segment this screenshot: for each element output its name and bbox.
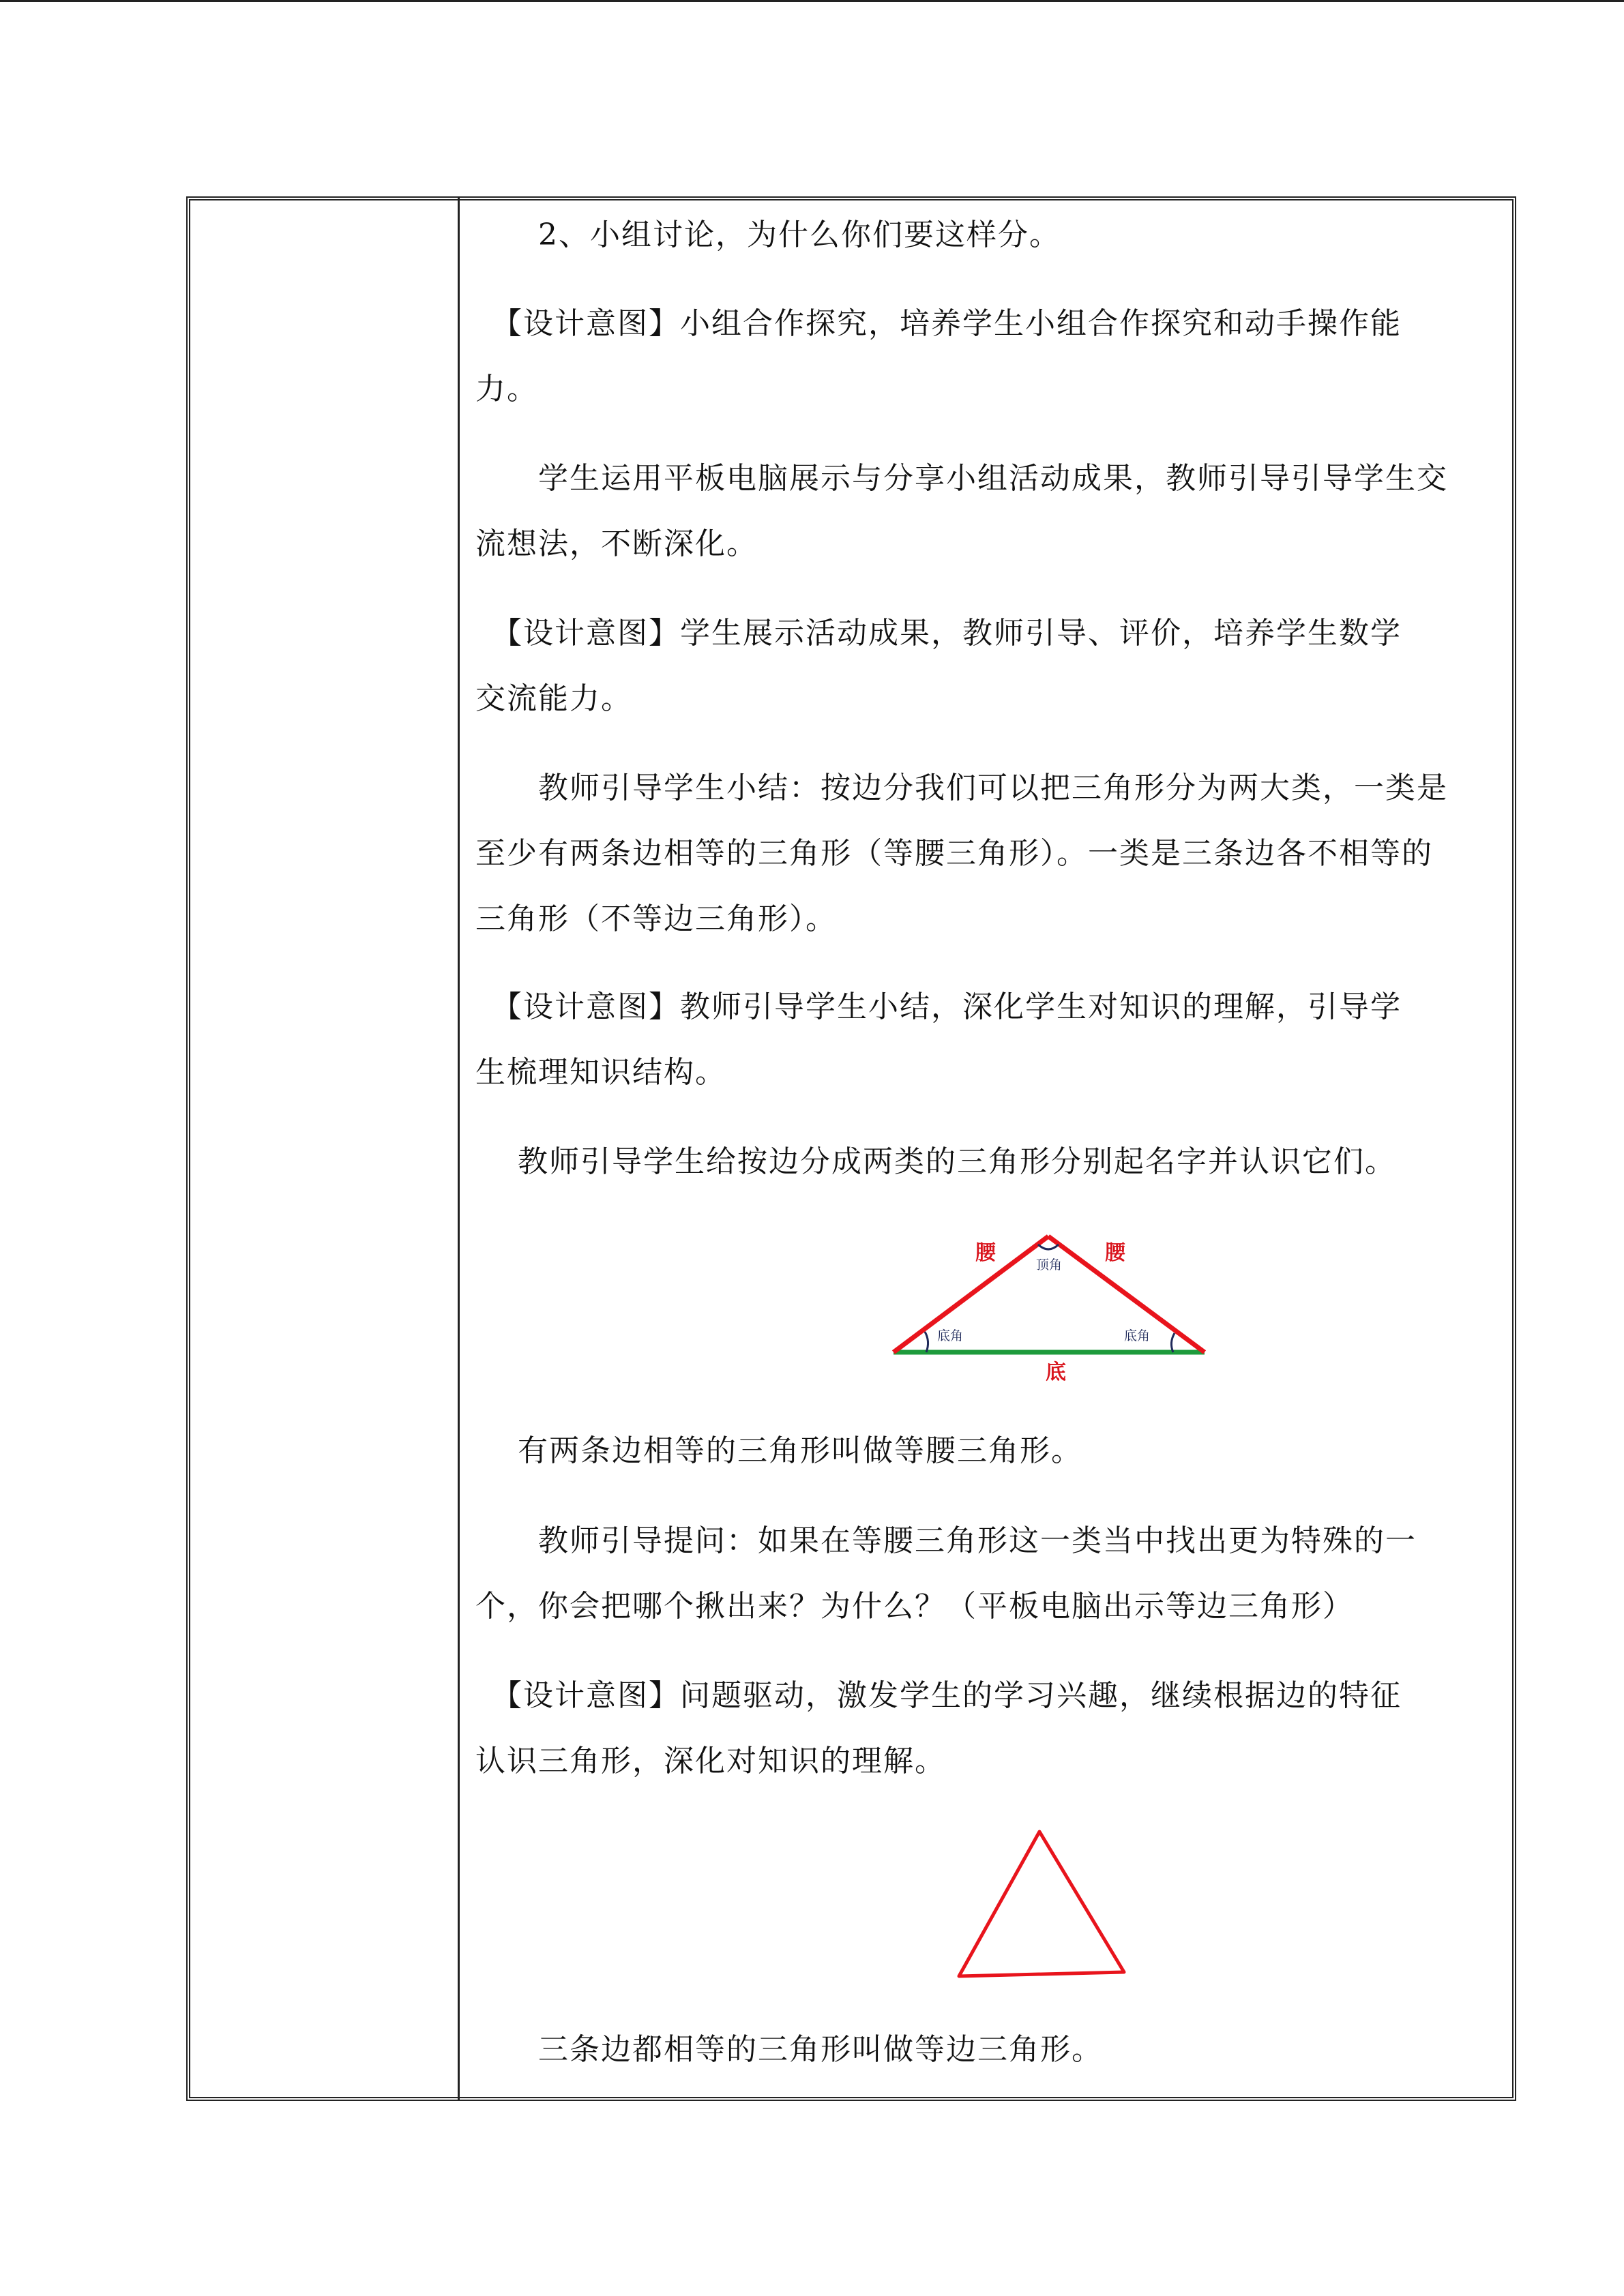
text-line: 认识三角形，深化对知识的理解。 [475,1744,946,1778]
text-line: 【设计意图】小组合作探究，培养学生小组合作探究和动手操作能 [475,306,1402,341]
text-line: 生梳理知识结构。 [475,1055,726,1090]
paragraph-student-share [475,446,1505,577]
paragraph-discussion [475,203,1505,268]
text-line: 有两条边相等的三角形叫做等腰三角形。 [475,1433,1082,1468]
apex-angle-arc [1038,1244,1059,1249]
text-line: 学生运用平板电脑展示与分享小组活动成果，教师引导引导学生交 [475,461,1448,496]
isosceles-triangle-figure [880,1224,1221,1395]
table-column-divider [458,196,460,2101]
paragraph-naming [475,1129,1505,1195]
text-line: 教师引导学生小结：按边分我们可以把三角形分为两大类，一类是 [475,771,1448,805]
text-line: 教师引导学生给按边分成两类的三角形分别起名字并认识它们。 [475,1144,1396,1179]
page-top-edge [0,0,1624,2]
paragraph-question [475,1508,1505,1639]
paragraph-equilateral-definition [475,2017,1505,2083]
left-base-angle-label: 底角 [937,1328,964,1343]
paragraph-design-intent-1 [475,291,1505,422]
right-leg-label: 腰 [1105,1241,1125,1265]
text-line: 【设计意图】教师引导学生小结，深化学生对知识的理解，引导学 [475,989,1402,1024]
left-base-angle-arc [925,1332,928,1352]
triangle-left-leg-line [894,1236,1048,1352]
text-line: 力。 [475,372,538,406]
text-line: 三角形（不等边三角形）。 [475,901,837,936]
text-line: 2、小组讨论，为什么你们要这样分。 [475,218,1061,252]
text-line: 交流能力。 [475,681,632,716]
text-line: 三条边都相等的三角形叫做等边三角形。 [475,2032,1103,2067]
paragraph-design-intent-3 [475,974,1505,1105]
text-line: 个，你会把哪个揪出来？为什么？（平板电脑出示等边三角形） [475,1589,1354,1624]
paragraph-design-intent-2 [475,601,1505,732]
paragraph-isosceles-definition [475,1418,1505,1484]
text-line: 【设计意图】学生展示活动成果，教师引导、评价，培养学生数学 [475,616,1402,651]
equilateral-triangle-shape [959,1832,1124,1976]
base-label: 底 [1046,1360,1066,1384]
right-base-angle-label: 底角 [1124,1328,1151,1343]
text-line: 至少有两条边相等的三角形（等腰三角形）。一类是三条边各不相等的 [475,836,1433,871]
right-base-angle-arc [1171,1333,1175,1352]
apex-angle-label: 顶角 [1035,1257,1063,1272]
text-line: 【设计意图】问题驱动，激发学生的学习兴趣，继续根据边的特征 [475,1678,1402,1713]
left-leg-label: 腰 [975,1241,996,1265]
paragraph-design-intent-4 [475,1663,1505,1794]
paragraph-summary [475,756,1505,952]
text-line: 教师引导提问：如果在等腰三角形这一类当中找出更为特殊的一 [475,1523,1417,1558]
equilateral-triangle-figure [948,1821,1132,1984]
text-line: 流想法，不断深化。 [475,526,758,561]
